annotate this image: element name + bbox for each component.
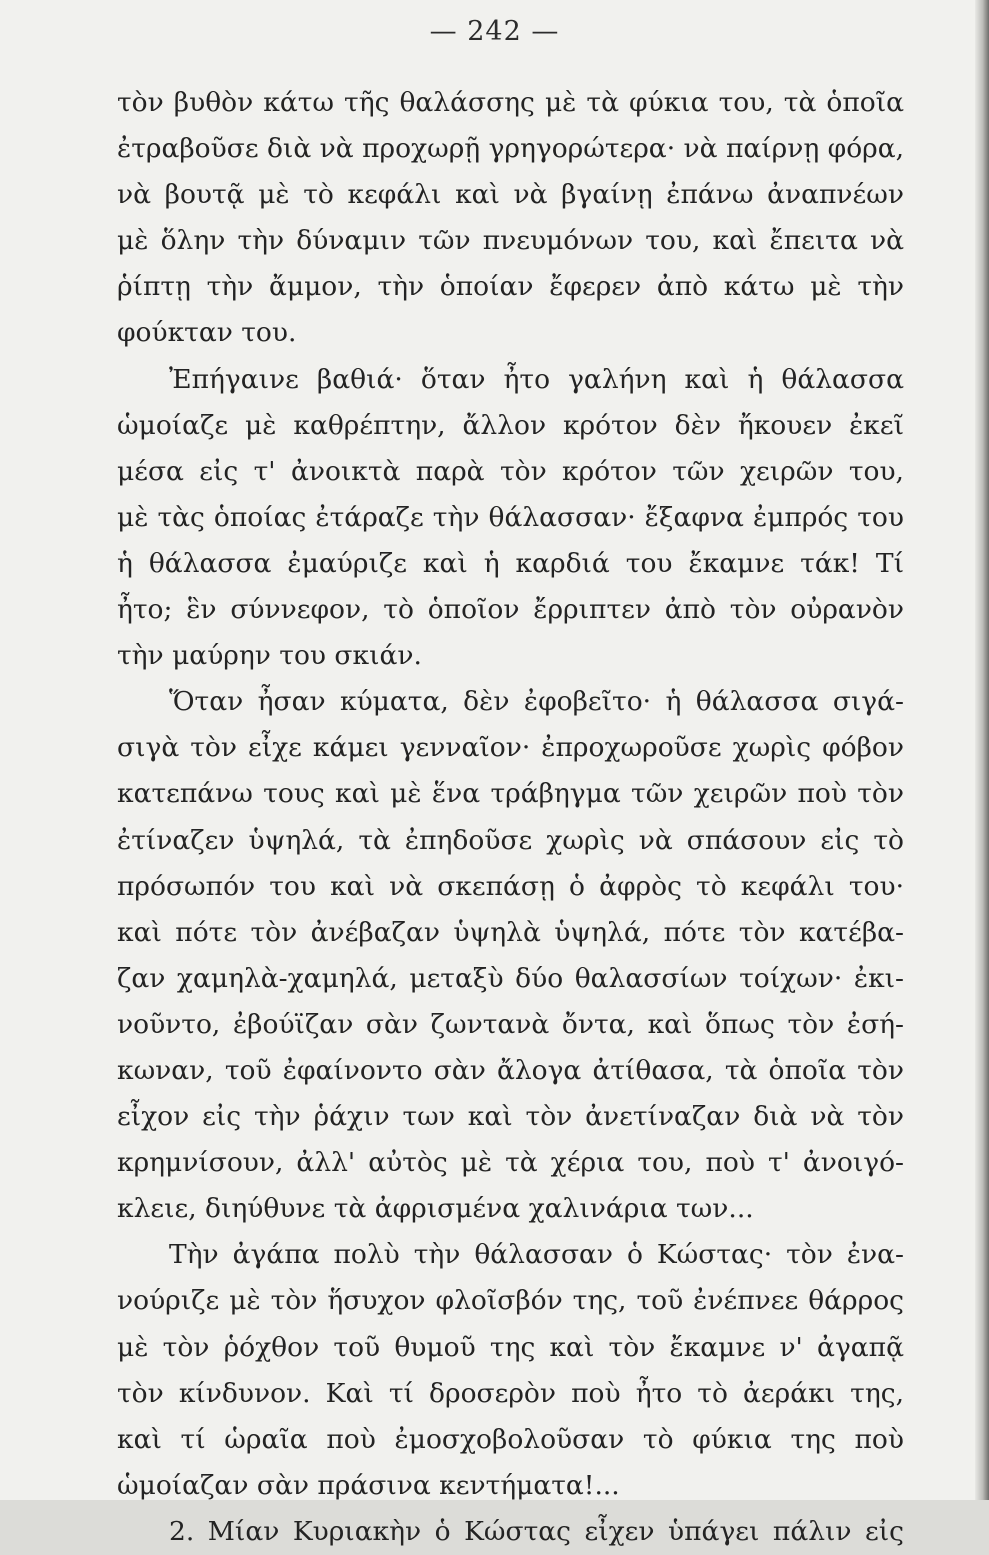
text-line: ζαν χαμηλὰ-χαμηλά, μεταξὺ δύο θαλασσίων τοίχων· ἐκι-: [117, 962, 904, 994]
paragraph-2: [117, 357, 904, 680]
text-line: νούριζε μὲ τὸν ἥσυχον φλοῖσβόν της, τοῦ ἐνέπνεε θάρρος: [117, 1285, 904, 1317]
paragraph-3: [117, 679, 904, 1232]
text-line: ἐτίναζεν ὑψηλά, τὰ ἐπηδοῦσε χωρὶς νὰ σπάσουν εἰς τὸ: [117, 824, 904, 856]
text-line: Ἐπήγαινε βαθιά· ὅταν ἦτο γαλήνη καὶ ἡ θάλασσα: [169, 363, 904, 395]
body-text: [117, 80, 904, 1555]
text-line: κωναν, τοῦ ἐφαίνοντο σὰν ἄλογα ἀτίθασα, τὰ ὁποῖα τὸν: [117, 1054, 904, 1086]
text-line: καὶ πότε τὸν ἀνέβαζαν ὑψηλὰ ὑψηλά, πότε τὸν κατέβα-: [117, 916, 904, 948]
page-number: — 242 —: [429, 16, 560, 47]
paragraph-4: [117, 1232, 904, 1509]
text-line: μὲ ὅλην τὴν δύναμιν τῶν πνευμόνων του, καὶ ἔπειτα νὰ: [117, 225, 904, 257]
text-line: μέσα εἰς τ' ἀνοικτὰ παρὰ τὸν κρότον τῶν χειρῶν του,: [117, 455, 904, 487]
paragraph-5: [117, 1509, 904, 1555]
text-line: κατεπάνω τους καὶ μὲ ἕνα τράβηγμα τῶν χειρῶν ποὺ τὸν: [117, 778, 904, 810]
text-line: νοῦντο, ἐβούϊζαν σὰν ζωντανὰ ὄντα, καὶ ὅπως τὸν ἐσή-: [117, 1008, 904, 1040]
text-line: ῥίπτῃ τὴν ἄμμον, τὴν ὁποίαν ἔφερεν ἀπὸ κάτω μὲ τὴν: [117, 271, 904, 303]
text-line: καὶ τί ὡραῖα ποὺ ἐμοσχοβολοῦσαν τὸ φύκια της ποὺ: [117, 1423, 904, 1455]
text-line: κλειε, διηύθυνε τὰ ἀφρισμένα χαλινάρια των...: [117, 1193, 754, 1225]
text-line: τὸν βυθὸν κάτω τῆς θαλάσσης μὲ τὰ φύκια του, τὰ ὁποῖα: [117, 87, 904, 118]
text-line: τὸν κίνδυνον. Καὶ τί δροσερὸν ποὺ ἦτο τὸ ἀεράκι της,: [117, 1377, 904, 1409]
text-line: μὲ τὸν ῥόχθον τοῦ θυμοῦ της καὶ τὸν ἔκαμνε ν' ἀγαπᾷ: [117, 1331, 904, 1363]
text-line: τὴν μαύρην του σκιάν.: [117, 640, 422, 672]
text-line: ἐτραβοῦσε διὰ νὰ προχωρῇ γρηγορώτερα· νὰ παίρνῃ φόρα,: [117, 133, 905, 165]
paragraph-1: [117, 80, 904, 357]
text-line: μὲ τὰς ὁποίας ἐτάραζε τὴν θάλασσαν· ἔξαφνα ἐμπρός του: [117, 501, 904, 533]
text-line: φούκταν του.: [117, 317, 297, 349]
text-line: πρόσωπόν του καὶ νὰ σκεπάσῃ ὁ ἀφρὸς τὸ κεφάλι του·: [117, 870, 904, 902]
text-line: Τὴν ἀγάπα πολὺ τὴν θάλασσαν ὁ Κώστας· τὸν ἐνα-: [169, 1239, 904, 1271]
text-line: σιγὰ τὸν εἶχε κάμει γενναῖον· ἐπροχωροῦσε χωρὶς φόβον: [117, 732, 904, 764]
text-line: εἶχον εἰς τὴν ῥάχιν των καὶ τὸν ἀνετίναζαν διὰ νὰ τὸν: [117, 1101, 904, 1133]
text-line: ἦτο; ἓν σύννεφον, τὸ ὁποῖον ἔρριπτεν ἀπὸ τὸν οὐρανὸν: [117, 594, 904, 626]
text-line: 2. Μίαν Κυριακὴν ὁ Κώστας εἶχεν ὑπάγει πάλιν εἰς: [169, 1515, 904, 1547]
text-line: ὡμοίαζαν σὰν πράσινα κεντήματα!...: [117, 1469, 620, 1501]
text-line: ὡμοίαζε μὲ καθρέπτην, ἄλλον κρότον δὲν ἤκουεν ἐκεῖ: [117, 409, 904, 441]
text-line: ἡ θάλασσα ἐμαύριζε καὶ ἡ καρδιά του ἔκαμνε τάκ! Τί: [117, 547, 904, 579]
text-line: νὰ βουτᾷ μὲ τὸ κεφάλι καὶ νὰ βγαίνῃ ἐπάνω ἀναπνέων: [117, 179, 904, 211]
page-edge-shadow: [975, 0, 989, 1500]
text-line: Ὅταν ἦσαν κύματα, δὲν ἐφοβεῖτο· ἡ θάλασσα σιγά-: [169, 686, 904, 718]
text-line: κρημνίσουν, ἀλλ' αὐτὸς μὲ τὰ χέρια του, ποὺ τ' ἀνοιγό-: [117, 1147, 904, 1179]
